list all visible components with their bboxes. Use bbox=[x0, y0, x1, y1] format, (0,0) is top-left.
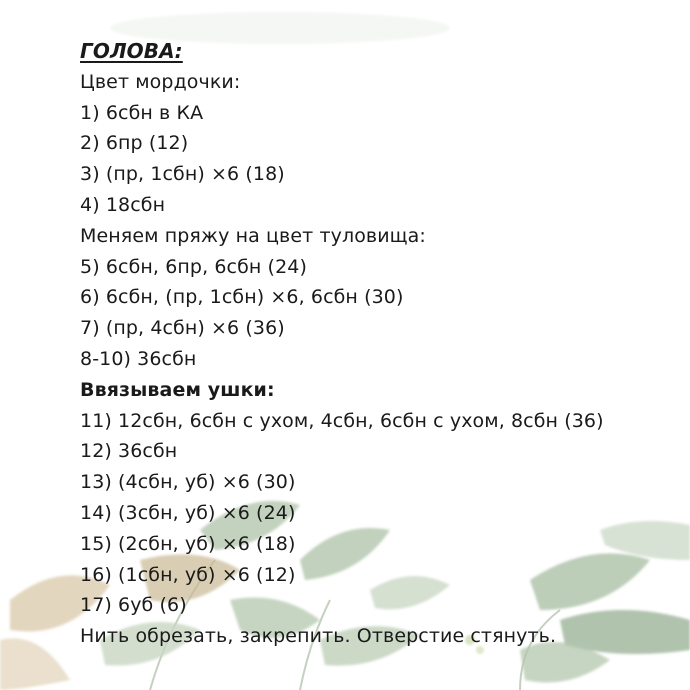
pattern-line: Меняем пряжу на цвет туловища: bbox=[80, 224, 426, 247]
pattern-line: 15) (2сбн, уб) ×6 (18) bbox=[80, 532, 296, 555]
pattern-line: Цвет мордочки: bbox=[80, 70, 241, 93]
pattern-line: 12) 36сбн bbox=[80, 440, 178, 463]
pattern-line: 7) (пр, 4сбн) ×6 (36) bbox=[80, 317, 285, 340]
pattern-line: 2) 6пр (12) bbox=[80, 132, 189, 155]
pattern-text bbox=[80, 36, 680, 652]
pattern-line: 17) 6уб (6) bbox=[80, 594, 187, 617]
pattern-line: 4) 18сбн bbox=[80, 193, 166, 216]
pattern-line: 14) (3сбн, уб) ×6 (24) bbox=[80, 501, 296, 524]
pattern-line: 6) 6сбн, (пр, 1сбн) ×6, 6сбн (30) bbox=[80, 286, 404, 309]
pattern-line: 13) (4сбн, уб) ×6 (30) bbox=[80, 471, 296, 494]
section-title: ГОЛОВА: bbox=[80, 39, 183, 63]
subsection-heading: Ввязываем ушки: bbox=[80, 378, 275, 401]
pattern-line: 16) (1сбн, уб) ×6 (12) bbox=[80, 563, 296, 586]
pattern-line: 3) (пр, 1сбн) ×6 (18) bbox=[80, 163, 285, 186]
pattern-line: 5) 6сбн, 6пр, 6сбн (24) bbox=[80, 255, 307, 278]
pattern-line: Нить обрезать, закрепить. Отверстие стянуть. bbox=[80, 625, 557, 648]
pattern-lines bbox=[80, 67, 680, 652]
pattern-line: 11) 12сбн, 6сбн с ухом, 4сбн, 6сбн с ухом, 8сбн (36) bbox=[80, 409, 604, 432]
pattern-line: 1) 6сбн в КА bbox=[80, 101, 204, 124]
pattern-line: 8-10) 36сбн bbox=[80, 347, 197, 370]
